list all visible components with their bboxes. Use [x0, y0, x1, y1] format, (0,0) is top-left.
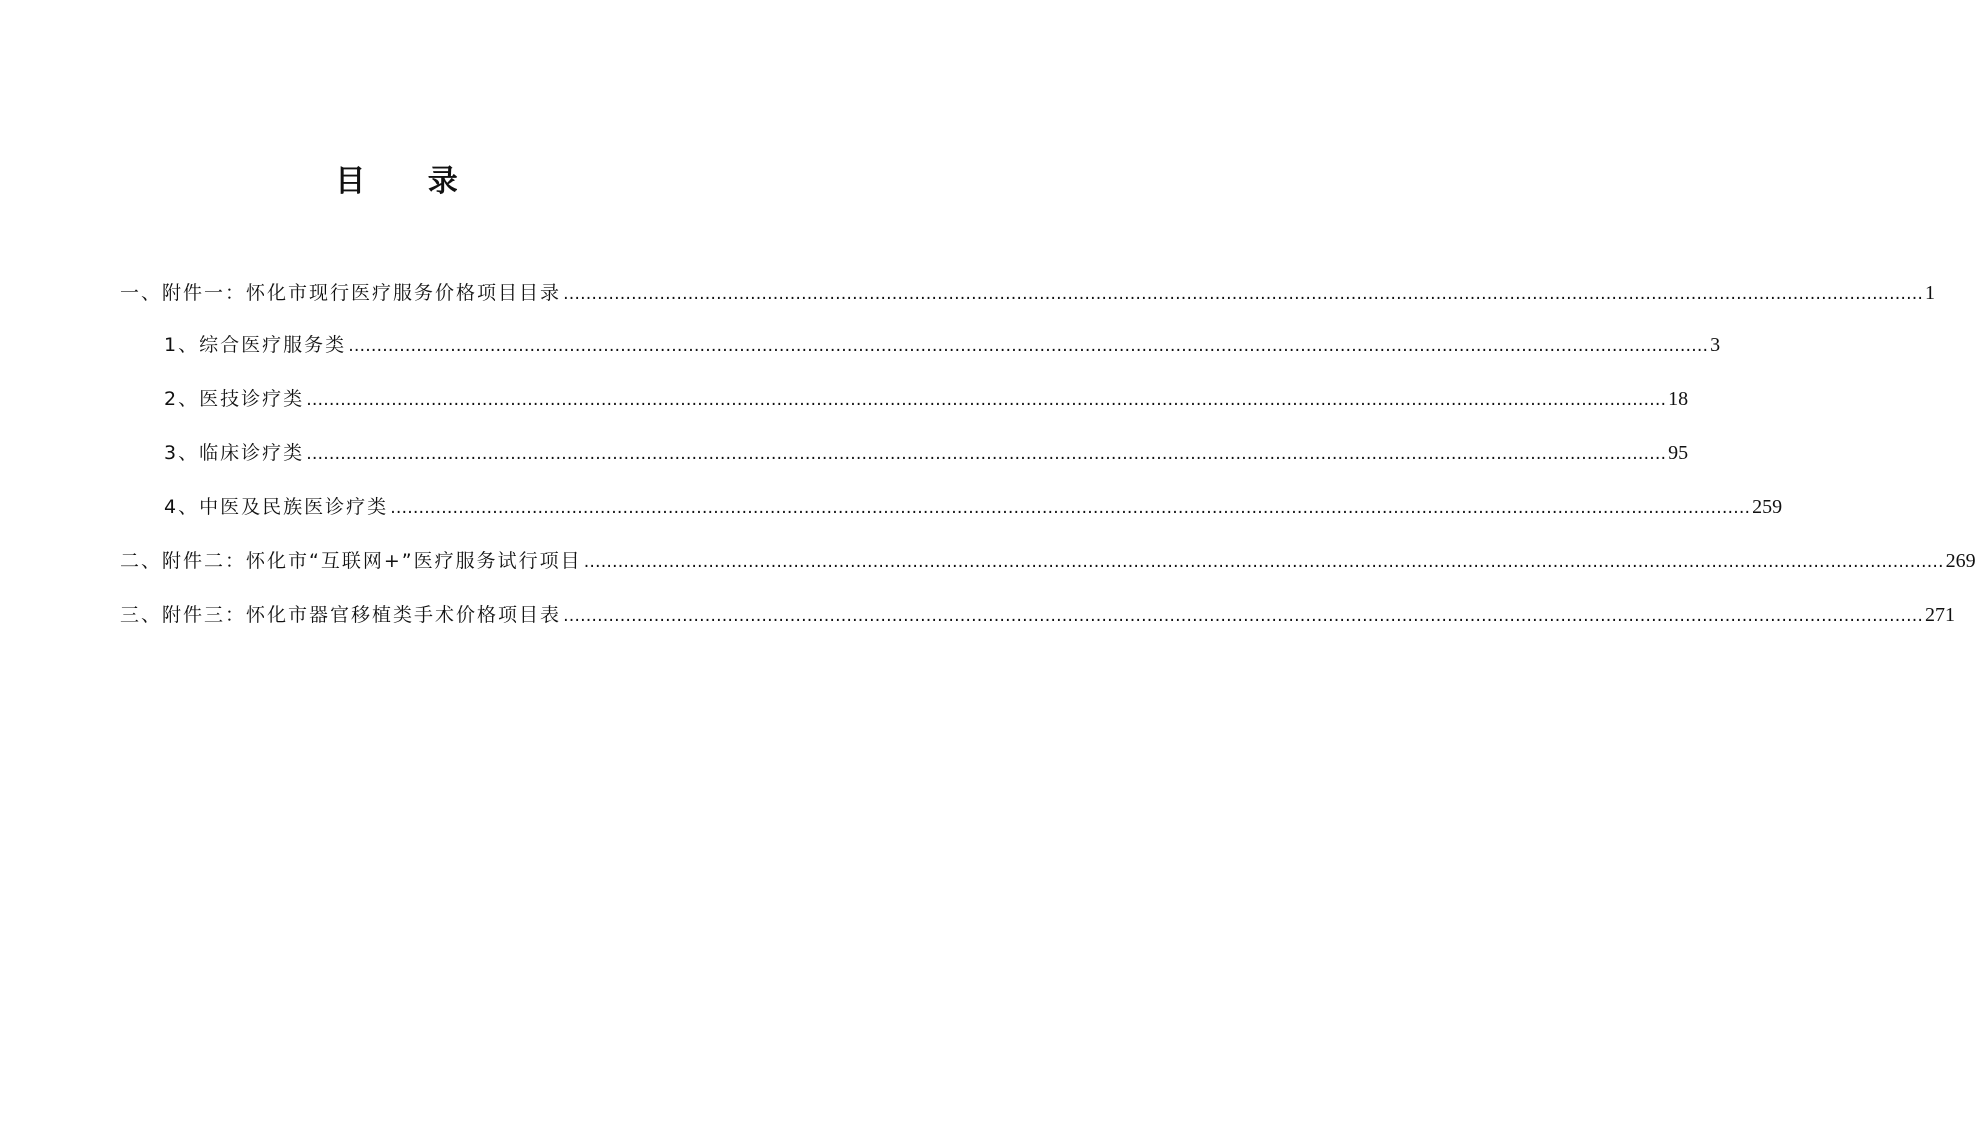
toc-entry-label: 4、中医及民族医诊疗类 — [164, 496, 389, 518]
toc-page-number: 95 — [1668, 442, 1689, 464]
toc-dot-leader: …………………………………………………………………………………………………………………………………………………………………………………………………………………… — [390, 498, 1751, 518]
toc-dot-leader: …………………………………………………………………………………………………………………………………………………………………………………………………………………… — [563, 606, 1924, 626]
toc-entry-annex-3[interactable] — [120, 598, 1956, 632]
toc-dot-leader: …………………………………………………………………………………………………………………………………………………………………………………………………………………… — [306, 390, 1667, 410]
toc-entry-label: 2、医技诊疗类 — [164, 388, 305, 410]
toc-page-number: 271 — [1925, 604, 1956, 626]
toc-page-number: 18 — [1668, 388, 1689, 410]
toc-dot-leader: …………………………………………………………………………………………………………………………………………………………………………………………………………………… — [563, 284, 1924, 304]
page-title: 目 录 — [335, 164, 484, 199]
toc-page-number: 1 — [1925, 282, 1936, 304]
toc-entry-annex-1[interactable] — [120, 276, 1936, 310]
toc-page-number: 259 — [1752, 496, 1783, 518]
toc-dot-leader: …………………………………………………………………………………………………………………………………………………………………………………………………………………… — [348, 336, 1709, 356]
toc-entry-label: 1、综合医疗服务类 — [164, 334, 347, 356]
toc-entry-clinical-diagnosis[interactable] — [164, 436, 1689, 470]
toc-entry-annex-2[interactable] — [120, 544, 1976, 578]
toc-dot-leader: …………………………………………………………………………………………………………………………………………………………………………………………………………………… — [583, 552, 1944, 572]
toc-entry-label: 3、临床诊疗类 — [164, 442, 305, 464]
toc-dot-leader: …………………………………………………………………………………………………………………………………………………………………………………………………………………… — [306, 444, 1667, 464]
toc-entry-label: 二、附件二：怀化市“互联网+”医疗服务试行项目 — [120, 550, 582, 572]
toc-entry-tcm-ethnic-medicine[interactable] — [164, 490, 1783, 524]
toc-page-number: 269 — [1945, 550, 1976, 572]
toc-entry-label: 三、附件三：怀化市器官移植类手术价格项目表 — [120, 604, 562, 626]
toc-entry-general-medical-services[interactable] — [164, 328, 1721, 362]
toc-entry-medical-technology[interactable] — [164, 382, 1689, 416]
toc-entry-label: 一、附件一：怀化市现行医疗服务价格项目目录 — [120, 282, 562, 304]
toc-page-number: 3 — [1710, 334, 1721, 356]
